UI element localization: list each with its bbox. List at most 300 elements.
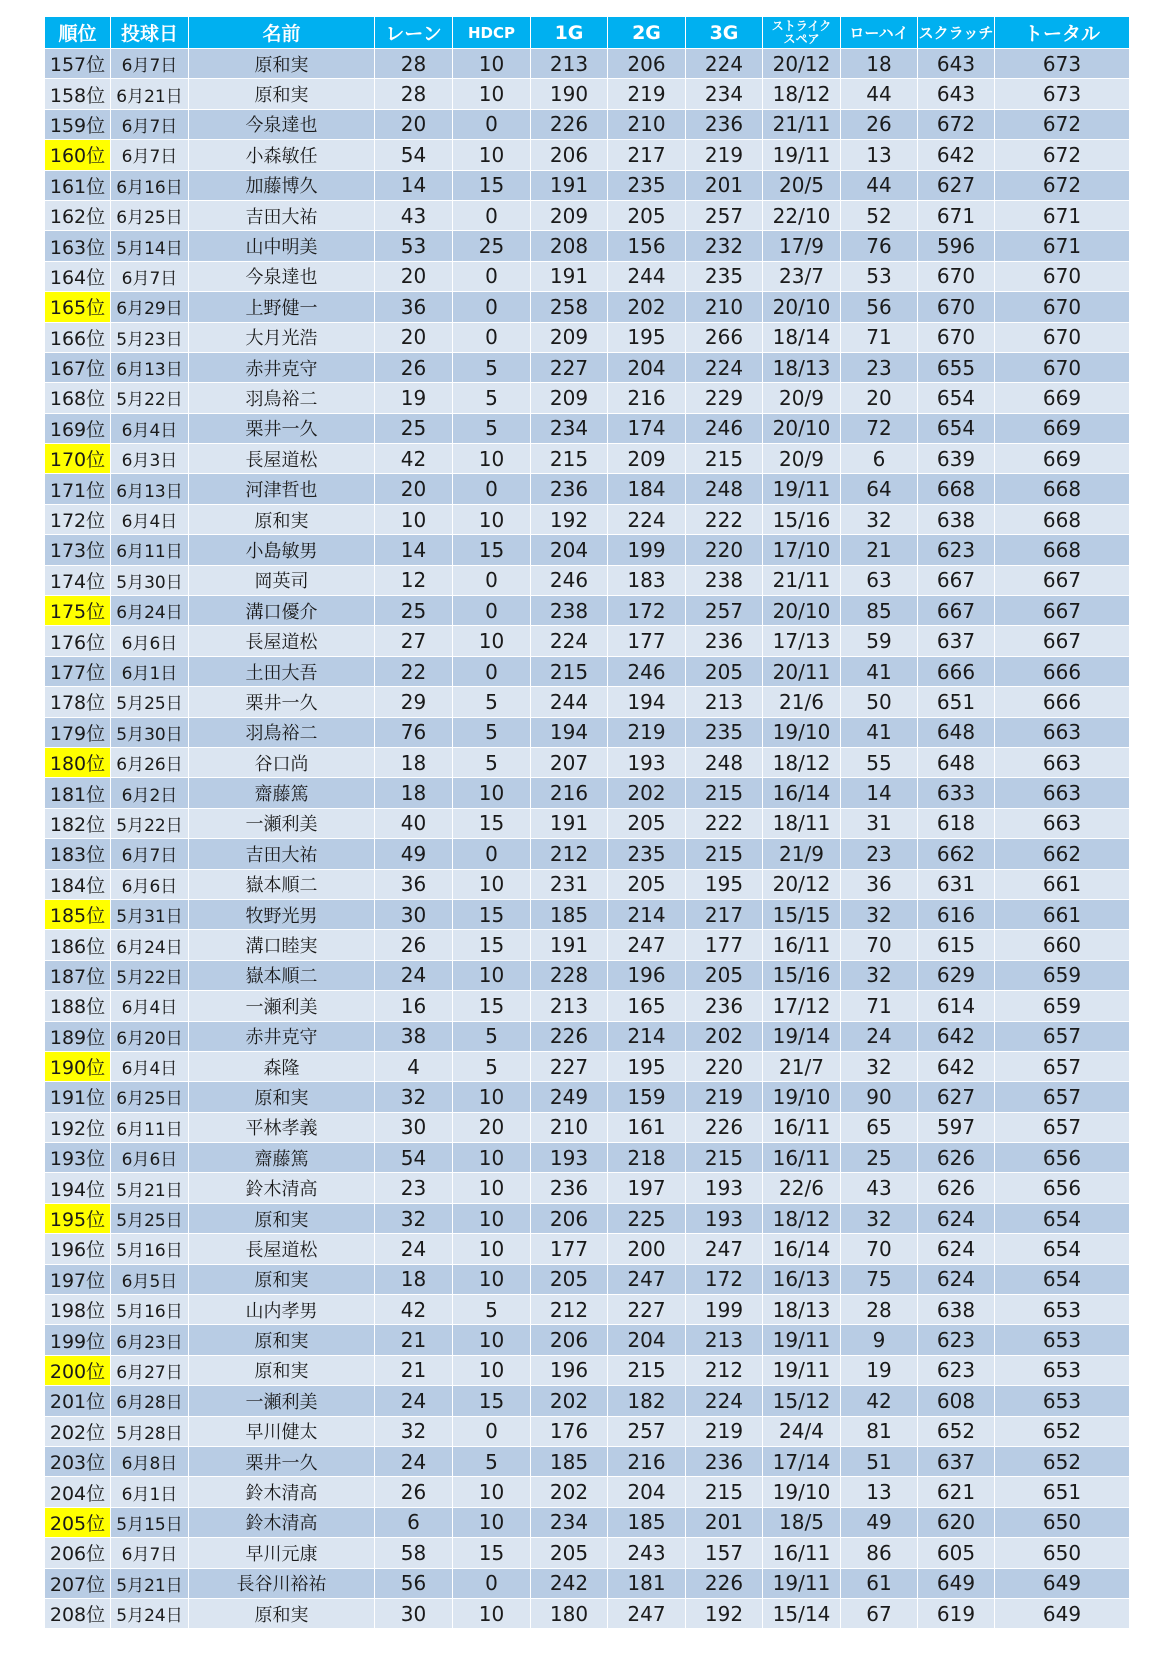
cell-strike-spare: 15/15 [763,899,841,929]
cell-name: 栗井一久 [189,413,375,443]
cell-scratch: 639 [918,444,995,474]
cell-game3: 236 [686,1446,763,1476]
cell-rank: 167位 [45,352,111,382]
cell-hdcp: 0 [453,292,531,322]
table-row [45,79,1130,109]
cell-game1: 192 [531,504,608,534]
cell-scratch: 605 [918,1538,995,1568]
cell-hdcp: 10 [453,140,531,170]
cell-game3: 246 [686,413,763,443]
cell-name: 羽鳥裕二 [189,383,375,413]
table-row [45,535,1130,565]
table-row [45,808,1130,838]
cell-total: 659 [995,960,1130,990]
cell-hdcp: 10 [453,1203,531,1233]
cell-game1: 191 [531,808,608,838]
cell-strike-spare: 15/14 [763,1598,841,1628]
cell-rank: 159位 [45,109,111,139]
cell-name: 原和実 [189,79,375,109]
cell-game2: 247 [608,1598,686,1628]
header-game1: 1G [531,17,608,49]
cell-hdcp: 10 [453,1234,531,1264]
cell-low-high: 90 [841,1082,918,1112]
cell-name: 大月光浩 [189,322,375,352]
cell-hdcp: 5 [453,1051,531,1081]
cell-lane: 53 [375,231,453,261]
cell-low-high: 71 [841,322,918,352]
cell-hdcp: 10 [453,444,531,474]
cell-rank: 157位 [45,49,111,79]
cell-lane: 18 [375,747,453,777]
cell-hdcp: 15 [453,991,531,1021]
cell-total: 653 [995,1386,1130,1416]
cell-rank: 161位 [45,170,111,200]
cell-low-high: 71 [841,991,918,1021]
cell-date: 6月25日 [111,200,189,230]
cell-low-high: 32 [841,504,918,534]
cell-low-high: 6 [841,444,918,474]
cell-game1: 227 [531,352,608,382]
cell-total: 650 [995,1538,1130,1568]
cell-game2: 182 [608,1386,686,1416]
cell-low-high: 76 [841,231,918,261]
cell-lane: 76 [375,717,453,747]
cell-low-high: 32 [841,899,918,929]
cell-game2: 257 [608,1416,686,1446]
cell-game1: 212 [531,1295,608,1325]
cell-lane: 49 [375,839,453,869]
cell-date: 6月13日 [111,352,189,382]
table-row [45,1507,1130,1537]
cell-lane: 20 [375,474,453,504]
cell-scratch: 654 [918,413,995,443]
cell-game1: 193 [531,1143,608,1173]
cell-hdcp: 25 [453,231,531,261]
cell-date: 6月29日 [111,292,189,322]
cell-game1: 238 [531,596,608,626]
cell-game1: 190 [531,79,608,109]
table-row [45,565,1130,595]
cell-game2: 195 [608,322,686,352]
cell-game3: 177 [686,930,763,960]
cell-low-high: 14 [841,778,918,808]
cell-game1: 208 [531,231,608,261]
cell-name: 今泉達也 [189,109,375,139]
cell-hdcp: 10 [453,1143,531,1173]
cell-game1: 191 [531,930,608,960]
table-row [45,1355,1130,1385]
cell-low-high: 36 [841,869,918,899]
cell-rank: 166位 [45,322,111,352]
cell-total: 654 [995,1234,1130,1264]
cell-date: 6月7日 [111,839,189,869]
cell-name: 小島敏男 [189,535,375,565]
cell-scratch: 642 [918,1021,995,1051]
cell-low-high: 49 [841,1507,918,1537]
cell-game1: 196 [531,1355,608,1385]
cell-lane: 58 [375,1538,453,1568]
cell-date: 6月4日 [111,504,189,534]
cell-rank: 204位 [45,1477,111,1507]
header-low-high: ローハイ [841,17,918,49]
cell-strike-spare: 18/14 [763,322,841,352]
cell-total: 654 [995,1203,1130,1233]
cell-lane: 16 [375,991,453,1021]
cell-name: 栗井一久 [189,687,375,717]
cell-game2: 235 [608,170,686,200]
table-row [45,322,1130,352]
cell-strike-spare: 20/5 [763,170,841,200]
cell-scratch: 608 [918,1386,995,1416]
cell-game3: 220 [686,1051,763,1081]
cell-game1: 210 [531,1112,608,1142]
table-row [45,413,1130,443]
cell-game2: 209 [608,444,686,474]
cell-scratch: 649 [918,1568,995,1598]
cell-hdcp: 10 [453,626,531,656]
cell-rank: 169位 [45,413,111,443]
cell-game3: 212 [686,1355,763,1385]
cell-hdcp: 5 [453,687,531,717]
cell-lane: 26 [375,352,453,382]
table-row [45,109,1130,139]
cell-game1: 209 [531,200,608,230]
cell-strike-spare: 20/11 [763,656,841,686]
cell-game3: 219 [686,140,763,170]
table-row [45,869,1130,899]
cell-date: 6月25日 [111,1082,189,1112]
cell-game3: 215 [686,839,763,869]
cell-strike-spare: 19/11 [763,140,841,170]
cell-rank: 174位 [45,565,111,595]
cell-lane: 30 [375,1598,453,1628]
cell-strike-spare: 16/11 [763,1112,841,1142]
cell-hdcp: 15 [453,1538,531,1568]
cell-game2: 219 [608,717,686,747]
cell-total: 660 [995,930,1130,960]
cell-rank: 182位 [45,808,111,838]
cell-low-high: 42 [841,1386,918,1416]
table-row [45,1295,1130,1325]
cell-game3: 201 [686,1507,763,1537]
cell-low-high: 81 [841,1416,918,1446]
cell-game1: 224 [531,626,608,656]
cell-scratch: 638 [918,1295,995,1325]
cell-rank: 165位 [45,292,111,322]
cell-rank: 188位 [45,991,111,1021]
cell-scratch: 596 [918,231,995,261]
cell-strike-spare: 21/7 [763,1051,841,1081]
cell-date: 6月7日 [111,49,189,79]
cell-name: 赤井克守 [189,1021,375,1051]
cell-name: 小森敏任 [189,140,375,170]
cell-date: 5月21日 [111,1568,189,1598]
cell-lane: 54 [375,140,453,170]
cell-name: 牧野光男 [189,899,375,929]
cell-scratch: 621 [918,1477,995,1507]
cell-rank: 205位 [45,1507,111,1537]
cell-date: 6月16日 [111,170,189,200]
table-row [45,1538,1130,1568]
cell-total: 663 [995,747,1130,777]
header-scratch: スクラッチ [918,17,995,49]
cell-game3: 157 [686,1538,763,1568]
cell-game2: 218 [608,1143,686,1173]
table-row [45,1051,1130,1081]
cell-date: 6月11日 [111,1112,189,1142]
cell-scratch: 627 [918,170,995,200]
cell-game2: 224 [608,504,686,534]
cell-total: 672 [995,109,1130,139]
cell-date: 6月4日 [111,413,189,443]
cell-name: 加藤博久 [189,170,375,200]
cell-low-high: 41 [841,717,918,747]
cell-date: 6月4日 [111,1051,189,1081]
table-row [45,687,1130,717]
cell-hdcp: 10 [453,79,531,109]
cell-date: 5月24日 [111,1598,189,1628]
cell-date: 6月5日 [111,1264,189,1294]
cell-total: 667 [995,596,1130,626]
cell-total: 671 [995,200,1130,230]
cell-game3: 248 [686,747,763,777]
cell-strike-spare: 18/12 [763,747,841,777]
cell-name: 嶽本順二 [189,960,375,990]
cell-name: 今泉達也 [189,261,375,291]
cell-name: 鈴木清高 [189,1507,375,1537]
cell-scratch: 629 [918,960,995,990]
cell-low-high: 63 [841,565,918,595]
cell-scratch: 624 [918,1264,995,1294]
cell-total: 649 [995,1568,1130,1598]
cell-rank: 206位 [45,1538,111,1568]
cell-game3: 210 [686,292,763,322]
cell-scratch: 648 [918,747,995,777]
cell-name: 原和実 [189,1598,375,1628]
cell-total: 667 [995,626,1130,656]
cell-low-high: 70 [841,930,918,960]
cell-total: 666 [995,656,1130,686]
cell-strike-spare: 16/14 [763,778,841,808]
cell-low-high: 67 [841,1598,918,1628]
cell-game2: 172 [608,596,686,626]
cell-rank: 187位 [45,960,111,990]
cell-rank: 191位 [45,1082,111,1112]
cell-rank: 178位 [45,687,111,717]
cell-total: 673 [995,79,1130,109]
cell-date: 6月6日 [111,626,189,656]
cell-total: 657 [995,1112,1130,1142]
cell-date: 5月22日 [111,383,189,413]
cell-lane: 30 [375,1112,453,1142]
cell-game1: 215 [531,656,608,686]
cell-date: 6月13日 [111,474,189,504]
cell-total: 653 [995,1295,1130,1325]
cell-game2: 196 [608,960,686,990]
header-name: 名前 [189,17,375,49]
table-body [45,49,1130,1629]
cell-game2: 204 [608,352,686,382]
cell-total: 657 [995,1051,1130,1081]
cell-low-high: 21 [841,535,918,565]
cell-game3: 193 [686,1173,763,1203]
cell-lane: 42 [375,444,453,474]
cell-lane: 26 [375,1477,453,1507]
cell-strike-spare: 19/10 [763,717,841,747]
cell-name: 長屋道松 [189,444,375,474]
cell-game1: 234 [531,1507,608,1537]
cell-game2: 205 [608,869,686,899]
cell-date: 6月23日 [111,1325,189,1355]
cell-game2: 161 [608,1112,686,1142]
cell-low-high: 72 [841,413,918,443]
table-row [45,170,1130,200]
cell-game1: 212 [531,839,608,869]
table-row [45,1112,1130,1142]
cell-name: 上野健一 [189,292,375,322]
cell-low-high: 13 [841,140,918,170]
cell-rank: 158位 [45,79,111,109]
cell-game3: 215 [686,1143,763,1173]
cell-game2: 215 [608,1355,686,1385]
table-row [45,261,1130,291]
cell-total: 668 [995,474,1130,504]
cell-hdcp: 15 [453,930,531,960]
cell-hdcp: 0 [453,1568,531,1598]
cell-low-high: 85 [841,596,918,626]
cell-low-high: 86 [841,1538,918,1568]
cell-strike-spare: 21/11 [763,565,841,595]
cell-total: 662 [995,839,1130,869]
cell-hdcp: 0 [453,322,531,352]
cell-game3: 202 [686,1021,763,1051]
cell-total: 653 [995,1355,1130,1385]
cell-low-high: 19 [841,1355,918,1385]
cell-game3: 226 [686,1568,763,1598]
cell-rank: 193位 [45,1143,111,1173]
header-hdcp: HDCP [453,17,531,49]
cell-date: 6月7日 [111,140,189,170]
cell-rank: 168位 [45,383,111,413]
cell-lane: 14 [375,535,453,565]
cell-game1: 242 [531,1568,608,1598]
cell-rank: 186位 [45,930,111,960]
cell-lane: 56 [375,1568,453,1598]
cell-total: 671 [995,231,1130,261]
cell-strike-spare: 18/12 [763,1203,841,1233]
cell-game1: 194 [531,717,608,747]
cell-scratch: 651 [918,687,995,717]
cell-name: 長屋道松 [189,1234,375,1264]
cell-rank: 164位 [45,261,111,291]
cell-game1: 236 [531,1173,608,1203]
cell-game3: 224 [686,49,763,79]
cell-low-high: 65 [841,1112,918,1142]
cell-scratch: 667 [918,565,995,595]
cell-total: 668 [995,504,1130,534]
cell-game2: 217 [608,140,686,170]
cell-lane: 20 [375,261,453,291]
cell-date: 5月30日 [111,565,189,595]
cell-game3: 219 [686,1416,763,1446]
cell-game2: 156 [608,231,686,261]
cell-game2: 225 [608,1203,686,1233]
table-row [45,626,1130,656]
cell-strike-spare: 16/11 [763,1143,841,1173]
cell-date: 5月21日 [111,1173,189,1203]
cell-total: 669 [995,444,1130,474]
cell-game2: 195 [608,1051,686,1081]
cell-rank: 170位 [45,444,111,474]
cell-game1: 246 [531,565,608,595]
cell-strike-spare: 23/7 [763,261,841,291]
cell-low-high: 53 [841,261,918,291]
cell-lane: 40 [375,808,453,838]
table-row [45,1143,1130,1173]
cell-game1: 191 [531,170,608,200]
cell-scratch: 652 [918,1416,995,1446]
cell-rank: 179位 [45,717,111,747]
cell-hdcp: 15 [453,1386,531,1416]
cell-total: 656 [995,1173,1130,1203]
cell-strike-spare: 19/10 [763,1082,841,1112]
cell-strike-spare: 19/11 [763,474,841,504]
cell-date: 6月4日 [111,991,189,1021]
cell-name: 嶽本順二 [189,869,375,899]
cell-low-high: 59 [841,626,918,656]
header-date: 投球日 [111,17,189,49]
cell-rank: 185位 [45,899,111,929]
cell-game3: 235 [686,261,763,291]
cell-scratch: 623 [918,1355,995,1385]
cell-rank: 201位 [45,1386,111,1416]
cell-total: 657 [995,1082,1130,1112]
cell-game1: 213 [531,49,608,79]
cell-scratch: 614 [918,991,995,1021]
cell-hdcp: 10 [453,1325,531,1355]
cell-low-high: 13 [841,1477,918,1507]
cell-total: 661 [995,869,1130,899]
cell-total: 663 [995,717,1130,747]
cell-game3: 172 [686,1264,763,1294]
cell-hdcp: 10 [453,778,531,808]
cell-rank: 175位 [45,596,111,626]
cell-lane: 21 [375,1355,453,1385]
cell-game3: 236 [686,991,763,1021]
cell-name: 原和実 [189,1325,375,1355]
cell-lane: 18 [375,1264,453,1294]
table-row [45,960,1130,990]
cell-game1: 231 [531,869,608,899]
cell-hdcp: 5 [453,717,531,747]
cell-strike-spare: 17/10 [763,535,841,565]
cell-hdcp: 20 [453,1112,531,1142]
cell-hdcp: 5 [453,1446,531,1476]
cell-rank: 199位 [45,1325,111,1355]
cell-game2: 181 [608,1568,686,1598]
cell-total: 651 [995,1477,1130,1507]
cell-rank: 160位 [45,140,111,170]
cell-date: 6月20日 [111,1021,189,1051]
cell-game3: 266 [686,322,763,352]
cell-rank: 171位 [45,474,111,504]
cell-game2: 210 [608,109,686,139]
table-row [45,596,1130,626]
cell-rank: 190位 [45,1051,111,1081]
table-row [45,1203,1130,1233]
cell-total: 653 [995,1325,1130,1355]
cell-lane: 24 [375,1234,453,1264]
